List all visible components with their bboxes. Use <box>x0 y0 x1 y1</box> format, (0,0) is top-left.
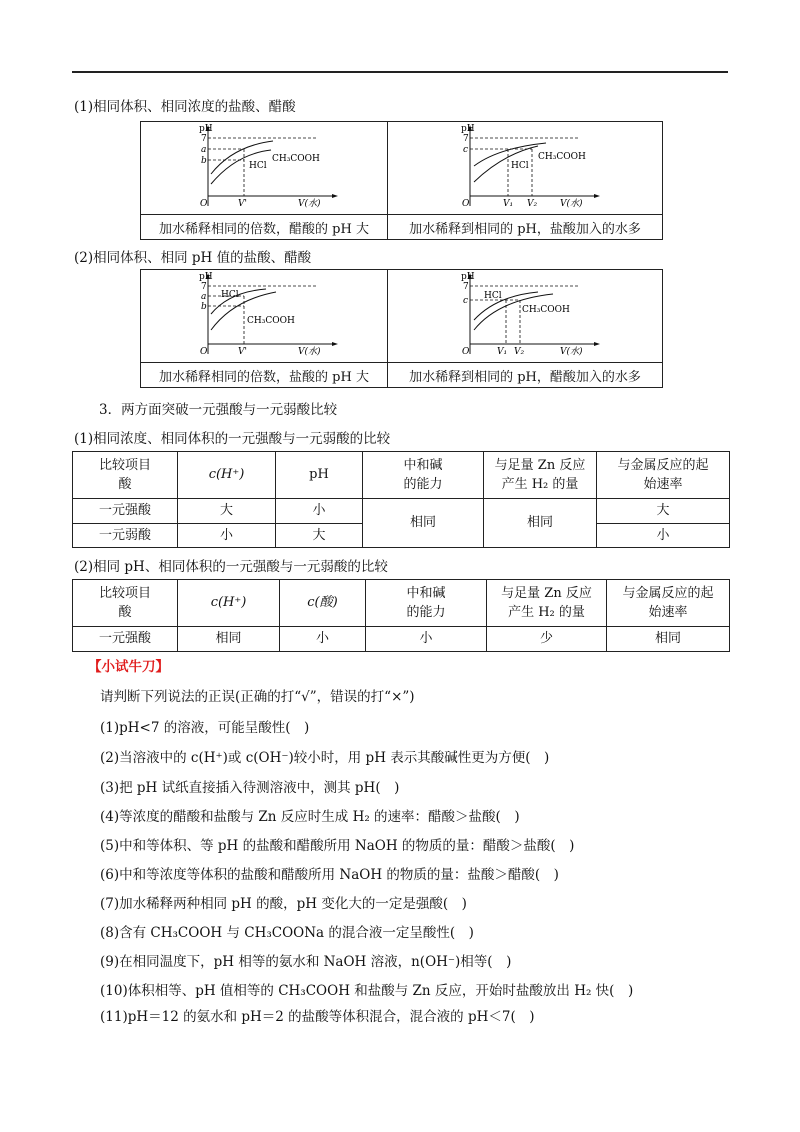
cell: 小 <box>280 627 366 652</box>
origin-label: O <box>462 347 470 357</box>
tick-a: a <box>201 145 207 155</box>
section-2-title: (2)相同体积、相同 pH 值的盐酸、醋酸 <box>74 250 312 266</box>
quiz-item: (11)pH＝12 的氨水和 pH＝2 的盐酸等体积混合，混合液的 pH＜7( ) <box>100 1009 535 1025</box>
comparison-table-2 <box>72 579 730 652</box>
quiz-item: (6)中和等浓度等体积的盐酸和醋酸所用 NaOH 的物质的量：盐酸＞醋酸( ) <box>100 867 559 883</box>
tick-7: 7 <box>201 134 207 144</box>
graph-cell-2-right <box>388 270 663 363</box>
header-item: 比较项目 酸 <box>73 580 178 627</box>
origin-label: O <box>462 199 470 209</box>
quiz-heading: 【小试牛刀】 <box>88 659 169 675</box>
quiz-instruction: 请判断下列说法的正误(正确的打“√”，错误的打“×”) <box>100 689 415 705</box>
cell: 一元强酸 <box>73 627 178 652</box>
hcl-curve-label: HCl <box>484 291 502 301</box>
tick-7: 7 <box>463 282 469 292</box>
hcl-curve-label: HCl <box>249 161 267 171</box>
section-3-title: 3．两方面突破一元强酸与一元弱酸比较 <box>99 402 338 418</box>
x-tick-v2: V₂ <box>527 199 538 209</box>
ch3cooh-curve-label: CH₃COOH <box>247 316 295 326</box>
tick-7: 7 <box>201 282 207 292</box>
ch3cooh-curve-label: CH₃COOH <box>522 305 570 315</box>
cell: 相同 <box>607 627 730 652</box>
graph-cell-1-left <box>141 122 388 215</box>
header-h2-amount: 与足量 Zn 反应 产生 H₂ 的量 <box>487 580 607 627</box>
caption-1-right: 加水稀释到相同的 pH，盐酸加入的水多 <box>388 215 663 240</box>
tick-7: 7 <box>463 134 469 144</box>
quiz-item: (1)pH<7 的溶液，可能呈酸性( ) <box>100 720 310 736</box>
section-1-title: (1)相同体积、相同浓度的盐酸、醋酸 <box>74 99 296 115</box>
header-rule <box>72 71 728 73</box>
hcl-curve-label: HCl <box>511 161 529 171</box>
quiz-item: (5)中和等体积、等 pH 的盐酸和醋酸所用 NaOH 的物质的量：醋酸＞盐酸( ) <box>100 838 575 854</box>
caption-2-left: 加水稀释相同的倍数，盐酸的 pH 大 <box>141 363 388 388</box>
caption-2-right: 加水稀释到相同的 pH，醋酸加入的水多 <box>388 363 663 388</box>
table-row <box>73 499 730 524</box>
x-axis-label: V(水) <box>298 347 321 357</box>
quiz-item: (2)当溶液中的 c(H⁺)或 c(OH⁻)较小时，用 pH 表示其酸碱性更为方便( ) <box>100 750 550 766</box>
header-neutralize: 中和碱 的能力 <box>363 452 484 499</box>
x-tick-v1: V₁ <box>497 347 508 357</box>
comparison-table-1 <box>72 451 730 548</box>
header-c-h: c(H⁺) <box>178 580 280 627</box>
cell: 大 <box>276 523 363 548</box>
header-c-acid: c(酸) <box>280 580 366 627</box>
quiz-item: (8)含有 CH₃COOH 与 CH₃COONa 的混合液一定呈酸性( ) <box>100 925 474 941</box>
tick-b: b <box>201 156 207 166</box>
x-axis-label: V(水) <box>298 199 321 209</box>
ph-dilution-chart <box>388 270 662 362</box>
cell: 一元强酸 <box>73 499 178 524</box>
header-ph: pH <box>276 452 363 499</box>
caption-1-left: 加水稀释相同的倍数，醋酸的 pH 大 <box>141 215 388 240</box>
tick-b: b <box>201 302 207 312</box>
y-axis-label: pH <box>199 124 213 134</box>
header-rate: 与金属反应的起 始速率 <box>597 452 730 499</box>
y-axis-label: pH <box>461 272 475 282</box>
x-axis-label: V(水) <box>560 199 583 209</box>
table-row <box>73 627 730 652</box>
cell: 一元弱酸 <box>73 523 178 548</box>
y-axis-label: pH <box>199 272 213 282</box>
graph-cell-1-right <box>388 122 663 215</box>
hcl-curve-label: HCl <box>221 290 239 300</box>
graph-cell-2-left <box>141 270 388 363</box>
header-h2-amount: 与足量 Zn 反应 产生 H₂ 的量 <box>484 452 597 499</box>
graph-table-1 <box>140 121 663 240</box>
ph-dilution-chart <box>141 270 387 362</box>
cell: 小 <box>366 627 487 652</box>
quiz-item: (10)体积相等、pH 值相等的 CH₃COOH 和盐酸与 Zn 反应，开始时盐酸放出 H₂ 快( ) <box>100 983 634 999</box>
header-rate: 与金属反应的起 始速率 <box>607 580 730 627</box>
origin-label: O <box>200 347 208 357</box>
table-2-title: (2)相同 pH、相同体积的一元强酸与一元弱酸的比较 <box>74 559 388 575</box>
x-tick-v1: V₁ <box>503 199 514 209</box>
table-1-title: (1)相同浓度、相同体积的一元强酸与一元弱酸的比较 <box>74 431 391 447</box>
y-axis-label: pH <box>461 124 475 134</box>
cell: 大 <box>178 499 276 524</box>
ph-dilution-chart <box>141 122 387 214</box>
header-item: 比较项目 酸 <box>73 452 178 499</box>
ch3cooh-curve-label: CH₃COOH <box>272 154 320 164</box>
cell: 相同 <box>484 499 597 548</box>
header-c-h: c(H⁺) <box>178 452 276 499</box>
ph-dilution-chart <box>388 122 662 214</box>
graph-table-2 <box>140 269 663 388</box>
quiz-item: (7)加水稀释两种相同 pH 的酸，pH 变化大的一定是强酸( ) <box>100 896 467 912</box>
cell: 相同 <box>363 499 484 548</box>
x-tick-v-prime: V' <box>238 347 247 357</box>
cell: 大 <box>597 499 730 524</box>
quiz-item: (4)等浓度的醋酸和盐酸与 Zn 反应时生成 H₂ 的速率：醋酸＞盐酸( ) <box>100 809 520 825</box>
quiz-item: (9)在相同温度下，pH 相等的氨水和 NaOH 溶液，n(OH⁻)相等( ) <box>100 954 512 970</box>
x-tick-v-prime: V' <box>238 199 247 209</box>
x-axis-label: V(水) <box>560 347 583 357</box>
x-tick-v2: V₂ <box>514 347 525 357</box>
origin-label: O <box>200 199 208 209</box>
tick-c: c <box>463 145 469 155</box>
cell: 小 <box>597 523 730 548</box>
header-neutralize: 中和碱 的能力 <box>366 580 487 627</box>
cell: 小 <box>178 523 276 548</box>
cell: 相同 <box>178 627 280 652</box>
ch3cooh-curve-label: CH₃COOH <box>538 152 586 162</box>
cell: 少 <box>487 627 607 652</box>
quiz-item: (3)把 pH 试纸直接插入待测溶液中，测其 pH( ) <box>100 780 400 796</box>
cell: 小 <box>276 499 363 524</box>
tick-c: c <box>463 296 469 306</box>
tick-a: a <box>201 292 207 302</box>
